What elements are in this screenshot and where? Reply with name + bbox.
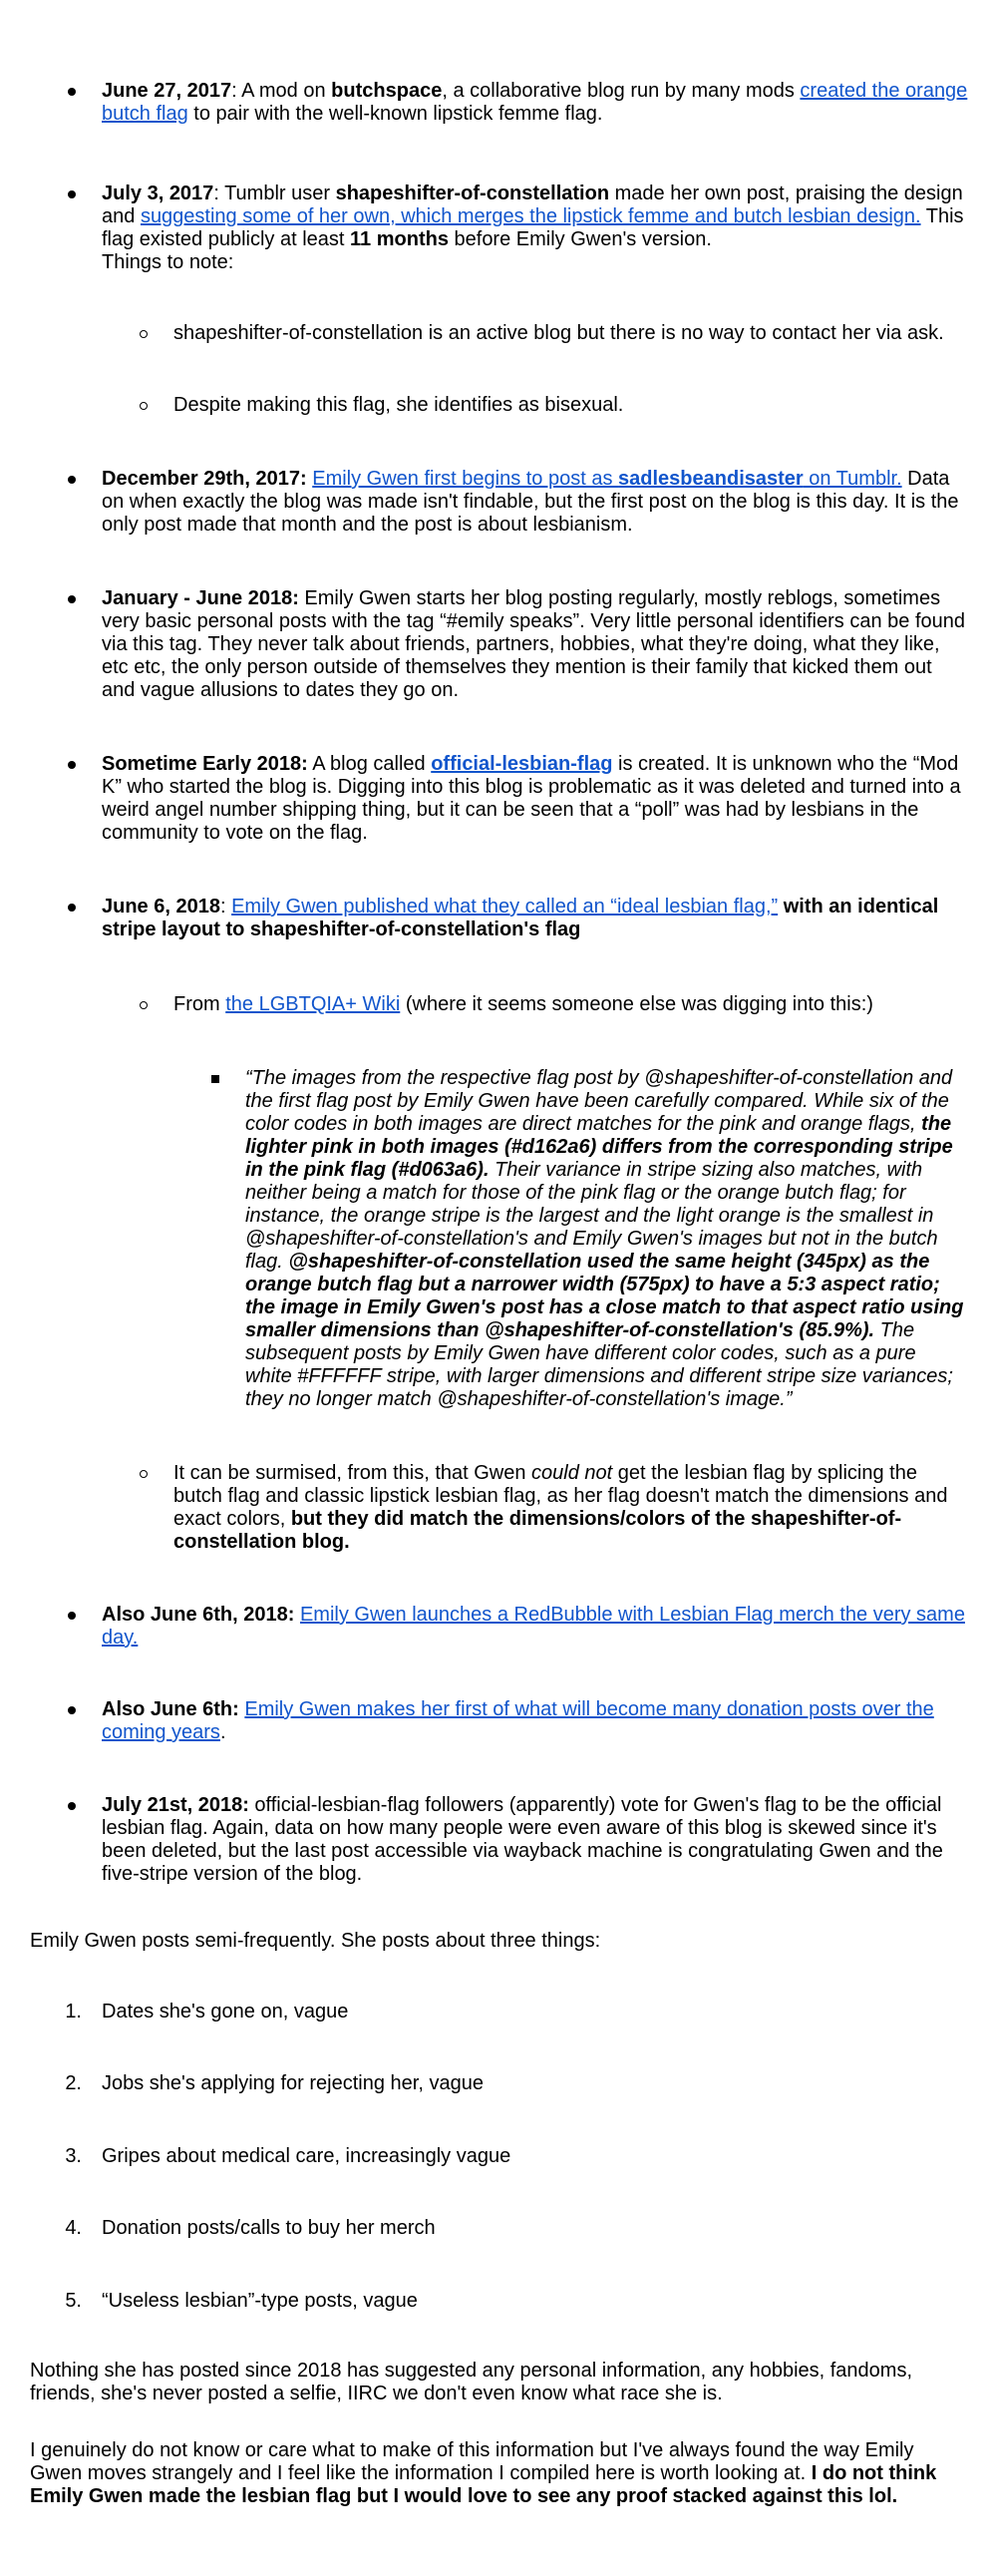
bullet-disc — [68, 1802, 76, 1810]
entry-also-june-6-2018 — [102, 1604, 969, 1650]
merged-flag-design-link[interactable]: suggesting some of her own, which merges the lipstick femme and butch lesbian design. — [140, 205, 921, 227]
list-item: Gripes about medical care, increasingly vague — [102, 2145, 511, 2167]
entry-date: July 3, 2017 — [102, 183, 214, 204]
bullet-disc — [68, 1706, 76, 1714]
list-number: 4. — [65, 2217, 82, 2239]
ideal-lesbian-flag-link[interactable]: Emily Gwen published what they called an “ideal lesbian flag,” — [231, 896, 779, 918]
bullet-disc — [68, 904, 76, 912]
bullet-circle — [140, 330, 148, 338]
list-number: 2. — [65, 2072, 82, 2094]
entry-early-2018: Sometime Early 2018: A blog called official-lesbian-flag is created. It is unknown who the “Mod K” who started the blog is. Digging into this blog is problematic as it was deleted and turned into a weird angel number shipping thing, but it can be seen that a “poll” was had by lesbians in the community to vote on the flag. — [102, 753, 961, 844]
wiki-source-item: From the LGBTQIA+ Wiki (where it seems someone else was digging into this:) — [173, 993, 873, 1015]
sadlesbeandisaster-link[interactable]: Emily Gwen first begins to post as sadlesbeandisaster on Tumblr. — [312, 468, 902, 490]
entry-date: Also June 6th: — [102, 1698, 239, 1720]
entry-date: January - June 2018: — [102, 587, 299, 609]
bullet-disc — [68, 88, 76, 96]
blog-name: butchspace — [331, 80, 443, 102]
bullet-circle — [140, 1001, 148, 1009]
entry-june-27-2017: June 27, 2017: A mod on butchspace, a collaborative blog run by many mods created the orange butch flag to pair with the well-known lipstick femme flag. — [102, 80, 968, 125]
note-item: shapeshifter-of-constellation is an active blog but there is no way to contact her via ask. — [173, 322, 944, 344]
entry-date: June 27, 2017 — [102, 80, 232, 102]
official-lesbian-flag-link[interactable]: official-lesbian-flag — [431, 753, 613, 775]
list-item: Donation posts/calls to buy her merch — [102, 2217, 436, 2239]
list-item: “Useless lesbian”-type posts, vague — [102, 2290, 418, 2312]
entry-date: July 21st, 2018: — [102, 1794, 249, 1816]
bullet-disc — [68, 1612, 76, 1620]
bullet-disc — [68, 595, 76, 603]
entry-date: Also June 6th, 2018: — [102, 1604, 295, 1626]
summary-intro: Emily Gwen posts semi-frequently. She posts about three things: — [30, 1930, 601, 1952]
list-number: 1. — [65, 2001, 82, 2023]
final-paragraph: I genuinely do not know or care what to make of this information but I've always found the way Emily Gwen moves strangely and I feel like the information I compiled here is worth looking at. I do not think Emily Gwen made the lesbian flag but I would love to see any proof stacked against this lol. — [30, 2439, 937, 2507]
things-to-note: Things to note: — [102, 251, 234, 273]
bullet-disc — [68, 761, 76, 769]
surmise-item: It can be surmised, from this, that Gwen could not get the lesbian flag by splicing the butch flag and classic lipstick lesbian flag, as her flag doesn't match the dimensions and exact colors, but they did match the dimensions/colors of the shapeshifter-of-constellation blog. — [173, 1462, 948, 1553]
entry-date: Sometime Early 2018: — [102, 753, 308, 775]
orange-butch-flag-link[interactable]: created the orange butch flag — [102, 80, 968, 125]
entry-jan-june-2018: January - June 2018: Emily Gwen starts her blog posting regularly, mostly reblogs, sometimes very basic personal posts with the tag “#emily speaks”. Very little personal identifiers can be found via this tag. They never talk about friends, partners, hobbies, what they're doing, what they like, etc etc, the only person outside of themselves they mention is their family that kicked them out and vague allusions to dates they go on. — [102, 587, 965, 701]
blog-name: shapeshifter-of-constellation — [335, 183, 610, 204]
entry-dec-29-2017: December 29th, 2017: Emily Gwen first begins to post as sadlesbeandisaster on Tumblr. Data on when exactly the blog was made isn't findable, but the first post on the blog is this day. It is the only post made that month and the post is about lesbianism. — [102, 468, 959, 536]
bullet-square — [211, 1075, 219, 1083]
entry-date: December 29th, 2017: — [102, 468, 307, 490]
wiki-quote: “The images from the respective flag post by @shapeshifter-of-constellation and the first flag post by Emily Gwen have been carefully compared. While six of the color codes in both images are direct matches for the pink and orange flags, the lighter pink in both images (#d162a6) differs from the corresponding stripe in the pink flag (#d063a6). Their variance in stripe sizing also matches, with neither being a match for those of the pink flag or the orange butch flag; for instance, the orange stripe is the largest and the light orange is the smallest in @shapeshifter-of-constellation's and Emily Gwen's images but not in the butch flag. @shapeshifter-of-constellation used the same height (345px) as the orange butch flag but a narrower width (575px) to have a 5:3 aspect ratio; the image in Emily Gwen's post has a close match to that aspect ratio using smaller dimensions than @shapeshifter-of-constellation's (85.9%). The subsequent posts by Emily Gwen have different color codes, such as a pure white #FFFFFF stripe, with larger dimensions and different stripe size variances; they no longer match @shapeshifter-of-constellation's image.” — [245, 1067, 964, 1410]
lgbtqia-wiki-link[interactable]: the LGBTQIA+ Wiki — [225, 993, 401, 1015]
bullet-circle — [140, 402, 148, 410]
entry-also-june-6th: Also June 6th: Emily Gwen makes her first of what will become many donation posts over the coming years. — [102, 1698, 934, 1743]
bullet-disc — [68, 476, 76, 484]
closing-paragraph: Nothing she has posted since 2018 has suggested any personal information, any hobbies, fandoms, friends, she's never posted a selfie, IIRC we don't even know what race she is. — [30, 2360, 913, 2404]
list-number: 3. — [65, 2145, 82, 2167]
list-item: Jobs she's applying for rejecting her, vague — [102, 2072, 484, 2094]
entry-june-6-2018: June 6, 2018: Emily Gwen published what they called an “ideal lesbian flag,” with an identical stripe layout to shapeshifter-of-constellation's flag — [102, 896, 939, 940]
redbubble-link[interactable]: Emily Gwen launches a RedBubble with Lesbian Flag merch the very same day. — [102, 1604, 965, 1649]
note-item: Despite making this flag, she identifies as bisexual. — [173, 394, 624, 416]
entry-july-3-2017: July 3, 2017: Tumblr user shapeshifter-of-constellation made her own post, praising the design and suggesting some of her own, which merges the lipstick femme and butch lesbian design. This flag existed publicly at least 11 months before Emily Gwen's version. Things to note: — [102, 183, 969, 274]
entry-date: June 6, 2018 — [102, 896, 220, 918]
bullet-disc — [68, 190, 76, 198]
entry-july-21-2018: July 21st, 2018: official-lesbian-flag followers (apparently) vote for Gwen's flag to be the official lesbian flag. Again, data on how many people were even aware of this blog is skewed since it's been deleted, but the last post accessible via wayback machine is congratulating Gwen and the five-stripe version of the blog. — [102, 1794, 943, 1885]
donation-posts-link[interactable]: Emily Gwen makes her first of what will become many donation posts over the coming years — [102, 1698, 934, 1743]
bullet-circle — [140, 1470, 148, 1478]
list-number: 5. — [65, 2290, 82, 2312]
list-item: Dates she's gone on, vague — [102, 2001, 349, 2023]
